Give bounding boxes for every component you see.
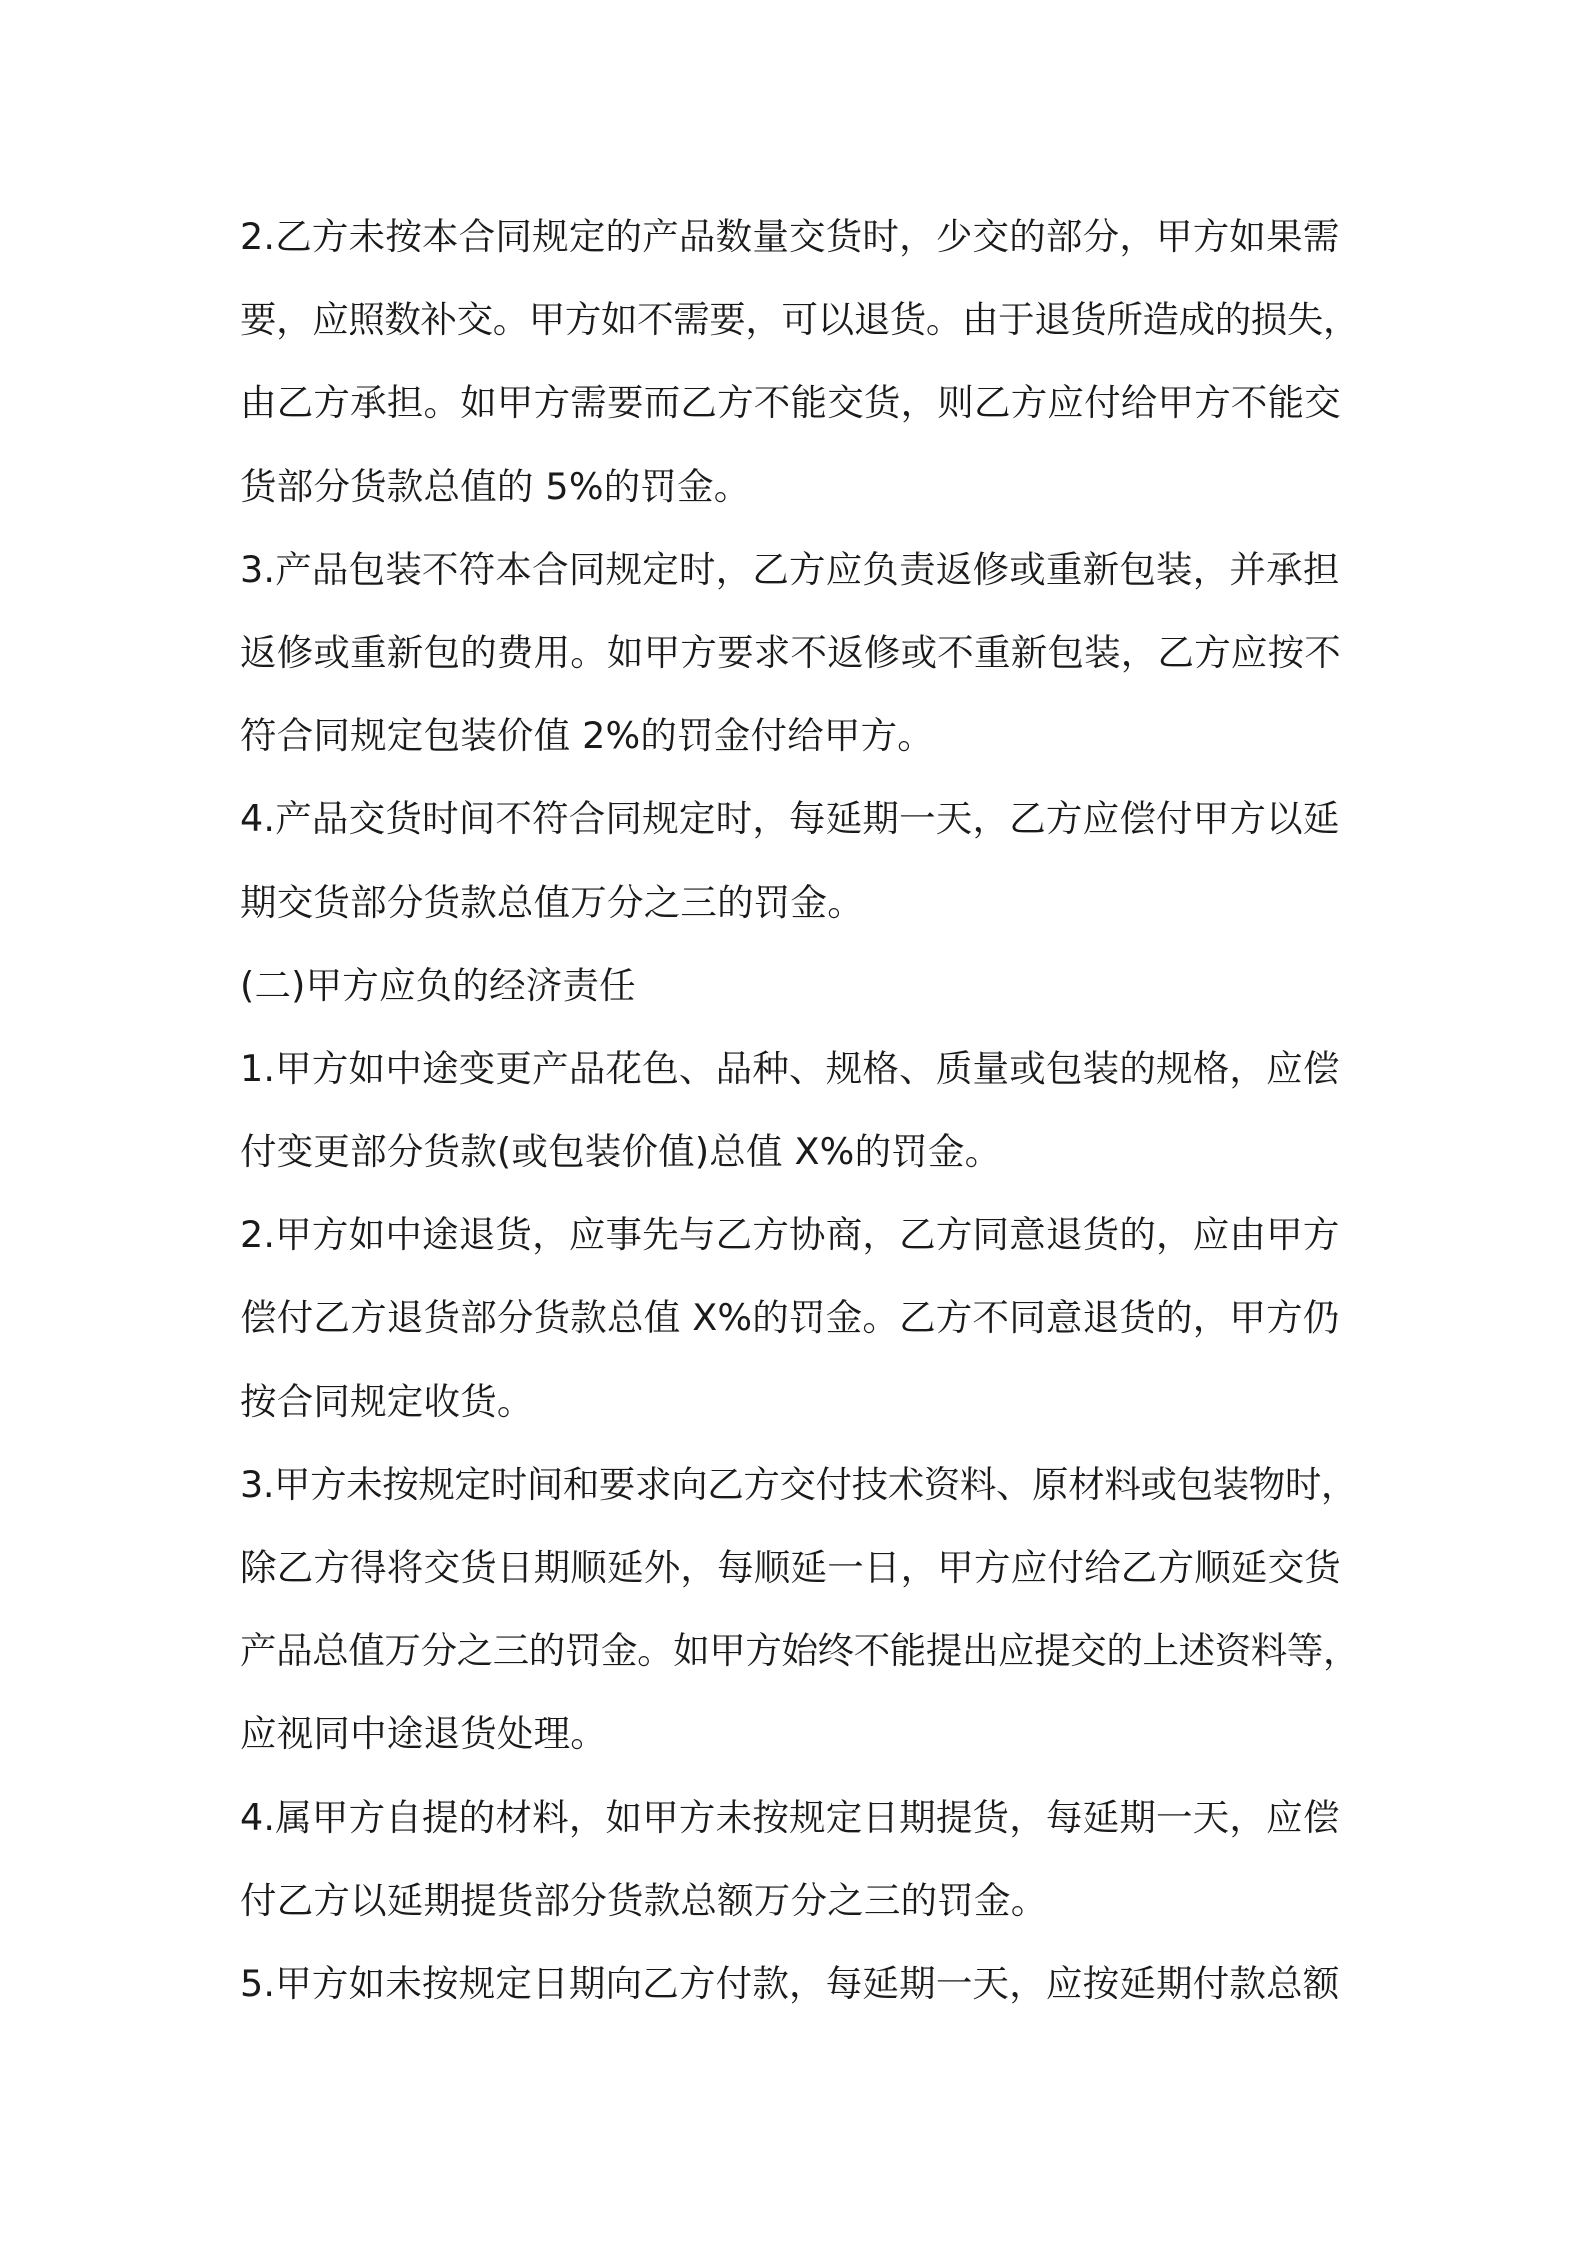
text-line: (二)甲方应负的经济责任 [240, 963, 636, 1007]
text-line: 4.属甲方自提的材料，如甲方未按规定日期提货，每延期一天，应偿 [240, 1795, 1340, 1839]
paragraph-clause-1-jia [240, 1027, 1360, 1193]
text-line: 除乙方得将交货日期顺延外，每顺延一日，甲方应付给乙方顺延交货 [240, 1546, 1341, 1589]
paragraph-section-2-heading [240, 944, 1360, 1027]
text-line: 按合同规定收货。 [240, 1379, 534, 1423]
text-line: 货部分货款总值的 5%的罚金。 [240, 464, 751, 508]
text-line: 付乙方以延期提货部分货款总额万分之三的罚金。 [240, 1878, 1048, 1922]
text-line: 2.甲方如中途退货，应事先与乙方协商，乙方同意退货的，应由甲方 [240, 1213, 1340, 1257]
document-body [240, 195, 1360, 2025]
text-line: 1.甲方如中途变更产品花色、品种、规格、质量或包装的规格，应偿 [240, 1046, 1340, 1090]
text-line: 5.甲方如未按规定日期向乙方付款，每延期一天，应按延期付款总额 [240, 1961, 1340, 2005]
text-line: 3.甲方未按规定时间和要求向乙方交付技术资料、原材料或包装物时， [240, 1462, 1358, 1506]
paragraph-clause-4-yi [240, 777, 1360, 943]
paragraph-clause-4-jia [240, 1776, 1360, 1942]
paragraph-clause-3-jia [240, 1443, 1360, 1776]
paragraph-clause-2-yi [240, 195, 1360, 528]
text-line: 3.产品包装不符本合同规定时，乙方应负责返修或重新包装，并承担 [240, 547, 1340, 591]
text-line: 付变更部分货款(或包装价值)总值 X%的罚金。 [240, 1130, 1002, 1174]
text-line: 产品总值万分之三的罚金。如甲方始终不能提出应提交的上述资料等， [240, 1629, 1360, 1673]
paragraph-clause-2-jia [240, 1193, 1360, 1443]
text-line: 要，应照数补交。甲方如不需要，可以退货。由于退货所造成的损失， [240, 298, 1360, 342]
paragraph-clause-5-jia [240, 1942, 1360, 2025]
text-line: 2.乙方未按本合同规定的产品数量交货时，少交的部分，甲方如果需 [240, 215, 1340, 258]
paragraph-clause-3-yi [240, 528, 1360, 778]
text-line: 4.产品交货时间不符合同规定时，每延期一天，乙方应偿付甲方以延 [240, 797, 1340, 841]
text-line: 应视同中途退货处理。 [240, 1712, 607, 1756]
text-line: 由乙方承担。如甲方需要而乙方不能交货，则乙方应付给甲方不能交 [240, 381, 1341, 425]
text-line: 偿付乙方退货部分货款总值 X%的罚金。乙方不同意退货的，甲方仍 [240, 1296, 1340, 1340]
text-line: 符合同规定包装价值 2%的罚金付给甲方。 [240, 714, 935, 758]
text-line: 期交货部分货款总值万分之三的罚金。 [240, 880, 864, 924]
text-line: 返修或重新包的费用。如甲方要求不返修或不重新包装，乙方应按不 [240, 630, 1341, 674]
